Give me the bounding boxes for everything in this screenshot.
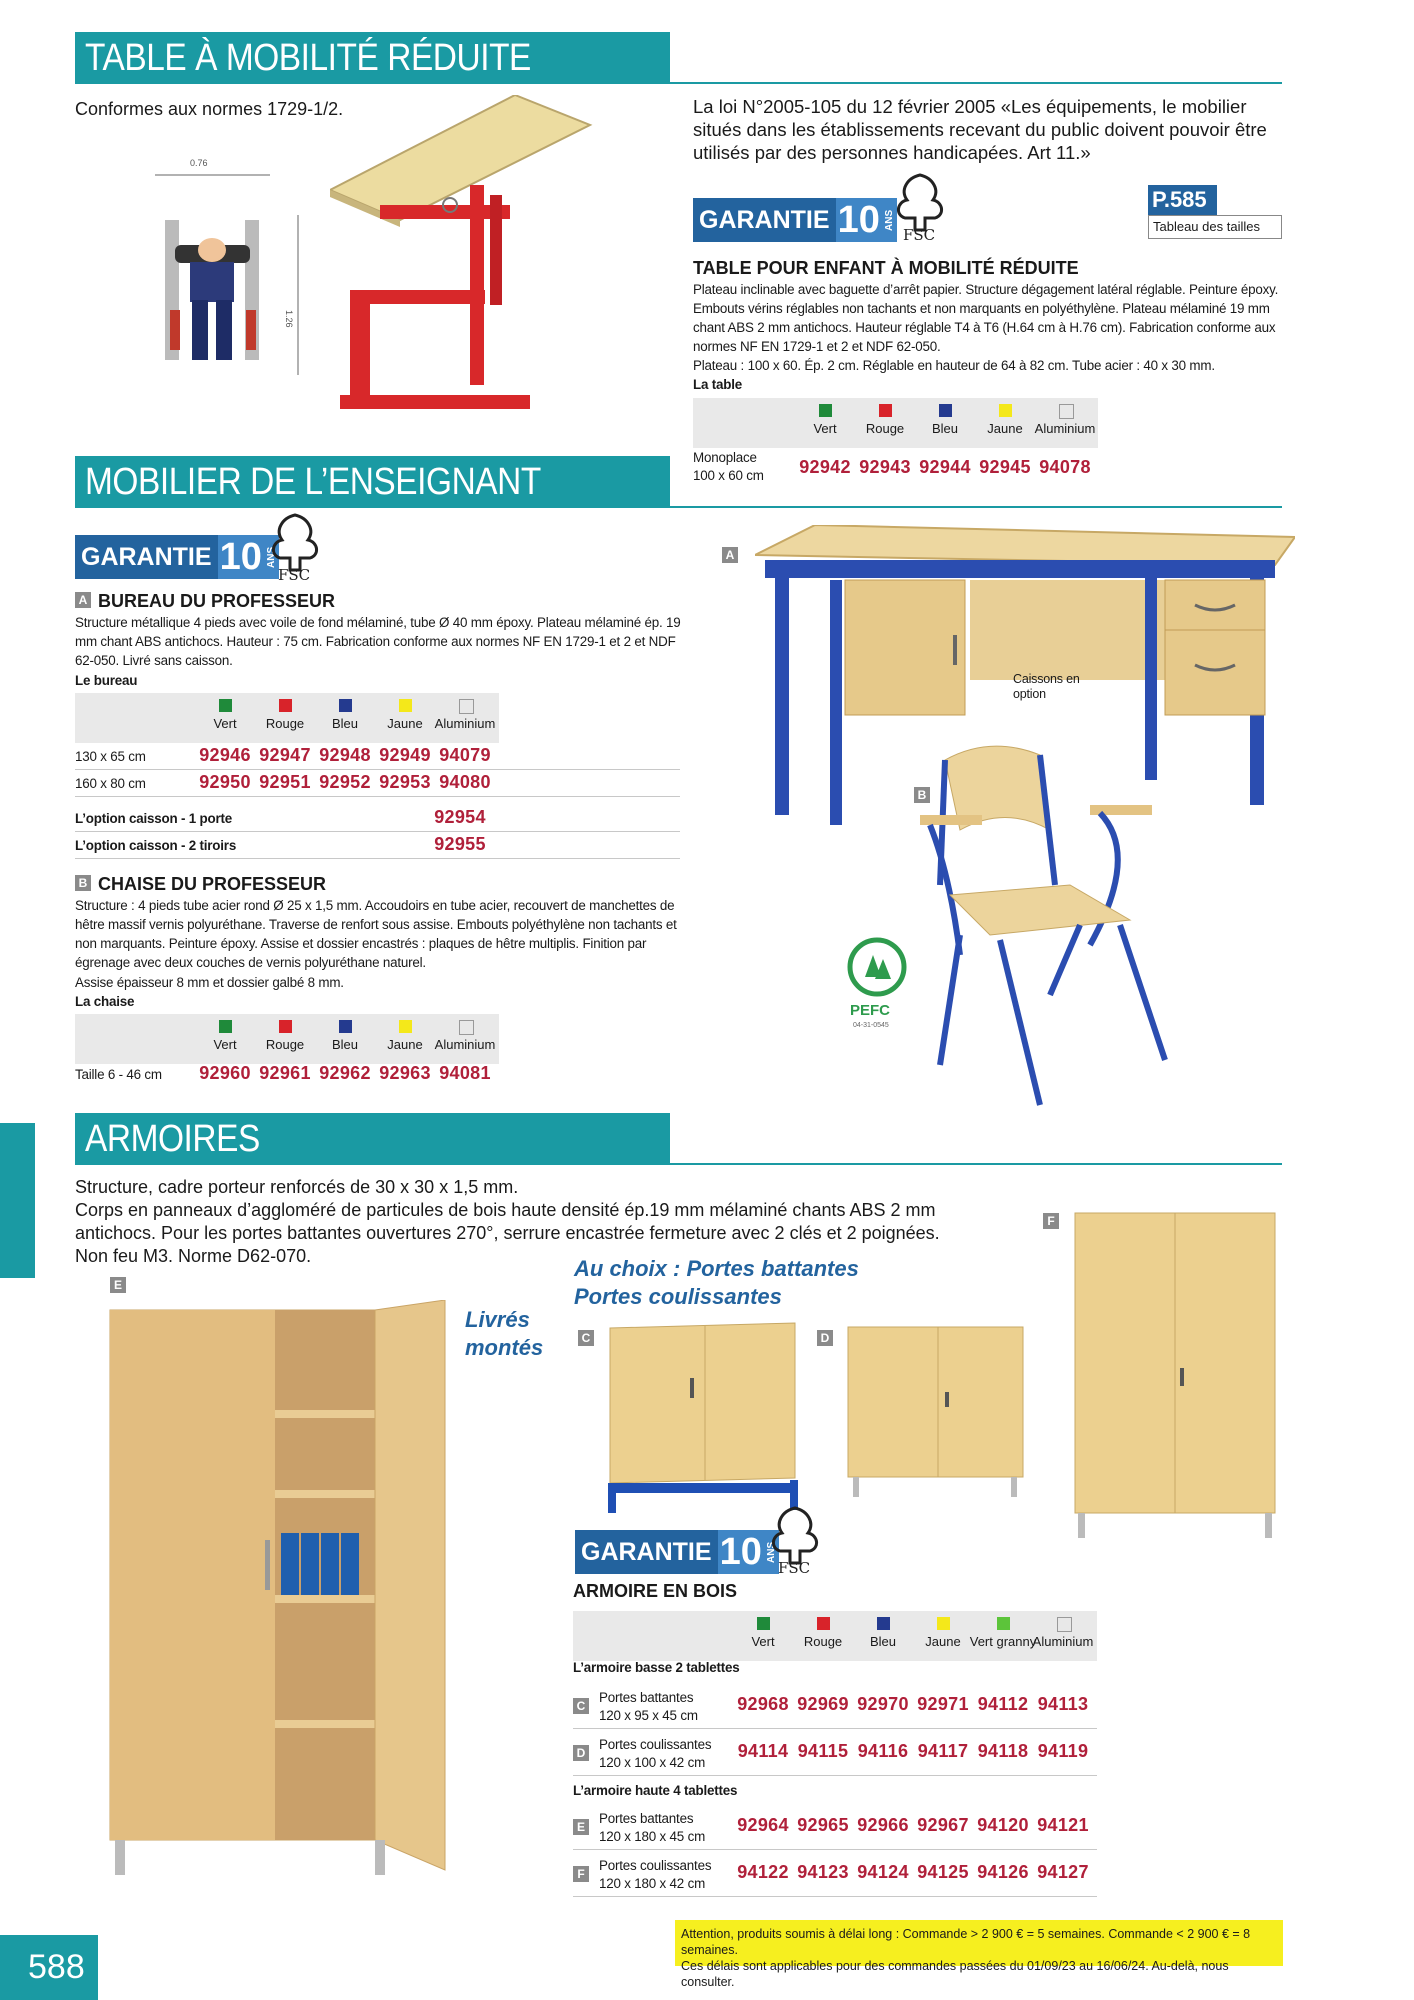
armoire-row-type: Portes coulissantes	[599, 1858, 712, 1873]
product-code: 92951	[259, 772, 311, 792]
color-label: Jaune	[387, 716, 423, 731]
product-code: 94117	[917, 1741, 969, 1761]
page-ref-label: Tableau des tailles	[1148, 215, 1282, 239]
livres-2: montés	[465, 1335, 544, 1360]
product-code: 94123	[797, 1862, 849, 1882]
armoire-row-size: 120 x 95 x 45 cm	[599, 1708, 698, 1723]
color-label: Bleu	[869, 1634, 897, 1649]
color-label: Aluminium	[434, 1037, 496, 1052]
armoire-row-size: 120 x 180 x 42 cm	[599, 1876, 706, 1891]
au-choix-1: Au choix : Portes battantes	[574, 1256, 859, 1281]
color-label: Rouge	[803, 1634, 843, 1649]
product-code: 94080	[439, 772, 491, 792]
color-swatch	[399, 699, 412, 712]
livres-1: Livrés	[465, 1307, 530, 1332]
section-title-armoires: ARMOIRES	[75, 1113, 670, 1165]
svg-text:FSC: FSC	[903, 226, 936, 240]
bureau-title: BUREAU DU PROFESSEUR	[98, 591, 336, 611]
pefc-number: 04-31-0545	[853, 1022, 889, 1029]
row-divider	[75, 831, 680, 832]
armoires-intro2: Corps en panneaux d’aggloméré de particules de bois haute densité ép.19 mm mélaminé chants ABS 2 mm antichocs. Pour les portes battantes ouvertures 270°, serrure encastrée fermeture avec 2 clés et 2 poignées.	[75, 1200, 940, 1243]
table-mobilite-image	[330, 95, 600, 425]
garantie-badge-armoire: GARANTIE 10 ANS	[575, 1530, 779, 1574]
color-swatch	[819, 404, 832, 417]
product-code: 92954	[434, 807, 486, 827]
loi-text: La loi N°2005-105 du 12 février 2005 «Les équipements, le mobilier situés dans les établissements recevant du public doivent pouvoir être utilisés par des personnes handicapées. Art 11.»	[693, 96, 1267, 163]
color-label: Jaune	[925, 1634, 961, 1649]
row-divider	[573, 1728, 1097, 1729]
product-code: 92944	[919, 457, 971, 477]
product-code: 92948	[319, 745, 371, 765]
armoire-c-image	[600, 1318, 800, 1518]
dim-height: 1.26	[284, 310, 294, 328]
color-label: Vert	[213, 1037, 237, 1052]
section-title-table: TABLE À MOBILITÉ RÉDUITE	[75, 32, 670, 84]
bureau-desc: Structure métallique 4 pieds avec voile de fond mélaminé, tube Ø 40 mm époxy. Plateau mélaminé ép. 19 mm chant ABS antichocs. Hauteur : 75 cm. Fabrication conforme aux normes NF EN 1729-1 et 2 et NDF 62-050. Livré sans caisson.	[75, 615, 681, 668]
product-code: 94115	[797, 1741, 849, 1761]
bureau-sub: Le bureau	[75, 673, 138, 688]
color-swatch	[459, 1020, 474, 1035]
color-swatch	[339, 699, 352, 712]
chaise-sub: La chaise	[75, 994, 135, 1009]
armoire-e-image	[105, 1300, 455, 1885]
fsc-logo-icon	[260, 510, 330, 580]
section-rule	[660, 82, 1282, 84]
color-swatch	[459, 699, 474, 714]
letter-b-image: B	[914, 787, 930, 803]
color-label: Bleu	[331, 1037, 359, 1052]
color-swatch	[279, 699, 292, 712]
caissons-note: Caissons en option	[1013, 672, 1080, 701]
color-label: Vert	[813, 421, 837, 436]
letter-a-image: A	[722, 547, 738, 563]
product-code: 94121	[1037, 1815, 1089, 1835]
product-code: 92946	[199, 745, 251, 765]
color-swatch	[877, 1617, 890, 1630]
row-divider	[573, 1896, 1097, 1897]
color-label: Jaune	[387, 1037, 423, 1052]
row-label-monoplace-size: 100 x 60 cm	[693, 468, 764, 483]
product-code: 92971	[917, 1694, 969, 1714]
product-code: 92968	[737, 1694, 789, 1714]
page-ref: P.585	[1148, 185, 1217, 215]
color-label: Aluminium	[1032, 1634, 1094, 1649]
armoire-basse-label: L’armoire basse 2 tablettes	[573, 1660, 740, 1675]
product-code: 92966	[857, 1815, 909, 1835]
color-swatch	[937, 1617, 950, 1630]
letter-a: A	[75, 592, 91, 608]
product-code: 92950	[199, 772, 251, 792]
row-divider	[75, 796, 680, 797]
notice-line1: Attention, produits soumis à délai long : Commande > 2 900 € = 5 semaines. Commande < 2 900 € = 8 semaines.	[681, 1927, 1251, 1957]
product-code: 92961	[259, 1063, 311, 1083]
color-label: Rouge	[265, 1037, 305, 1052]
bureau-row-label: 160 x 80 cm	[75, 776, 146, 791]
armoires-intro1: Structure, cadre porteur renforcés de 30 x 30 x 1,5 mm.	[75, 1177, 519, 1197]
product-title-table: TABLE POUR ENFANT À MOBILITÉ RÉDUITE	[693, 258, 1079, 278]
delay-notice	[675, 1920, 1283, 1989]
product-code: 94126	[977, 1862, 1029, 1882]
color-swatch	[997, 1617, 1010, 1630]
color-swatch	[1059, 404, 1074, 419]
product-code: 92964	[737, 1815, 789, 1835]
section-rule	[660, 506, 1282, 508]
sub-table: La table	[693, 377, 743, 392]
color-label: Bleu	[931, 421, 959, 436]
color-label: Aluminium	[1034, 421, 1096, 436]
color-label: Rouge	[265, 716, 305, 731]
product-code: 92969	[797, 1694, 849, 1714]
color-swatch	[279, 1020, 292, 1033]
row-divider	[75, 858, 680, 859]
color-label: Bleu	[331, 716, 359, 731]
product-code: 94118	[977, 1741, 1029, 1761]
product-code: 94124	[857, 1862, 909, 1882]
garantie-badge-bureau: GARANTIE 10 ANS	[75, 535, 279, 579]
color-swatch	[879, 404, 892, 417]
armoire-haute-label: L’armoire haute 4 tablettes	[573, 1783, 738, 1798]
color-swatch	[1057, 1617, 1072, 1632]
color-swatch	[219, 1020, 232, 1033]
bureau-option-label: L’option caisson - 2 tiroirs	[75, 838, 237, 853]
row-letter-c: C	[573, 1698, 589, 1714]
garantie-badge-table: GARANTIE 10 ANS	[693, 198, 897, 242]
wheelchair-diagram	[150, 150, 310, 385]
dim-width: 0.76	[190, 158, 208, 168]
chaise-image	[920, 735, 1170, 1120]
product-code: 92942	[799, 457, 851, 477]
armoires-intro3: Non feu M3. Norme D62-070.	[75, 1246, 312, 1266]
product-code: 94127	[1037, 1862, 1089, 1882]
row-letter-d: D	[573, 1745, 589, 1761]
notice-line2: Ces délais sont applicables pour des commandes passées du 01/09/23 au 16/06/24. Au-delà, nous consulter.	[681, 1959, 1229, 1989]
product-code: 92947	[259, 745, 311, 765]
row-letter-e: E	[573, 1819, 589, 1835]
armoire-f-image	[1070, 1208, 1280, 1538]
product-code: 94113	[1037, 1694, 1089, 1714]
row-label-monoplace: Monoplace	[693, 450, 757, 465]
product-code: 92943	[859, 457, 911, 477]
color-label: Aluminium	[434, 716, 496, 731]
color-swatch	[939, 404, 952, 417]
product-code: 92970	[857, 1694, 909, 1714]
product-code: 94116	[857, 1741, 909, 1761]
section-title-mobilier: MOBILIER DE L’ENSEIGNANT	[75, 456, 670, 508]
armoire-row-type: Portes coulissantes	[599, 1737, 712, 1752]
chaise-desc: Structure : 4 pieds tube acier rond Ø 25 x 1,5 mm. Accoudoirs en tube acier, recouvert de manchettes de hêtre massif vernis polyuréthane. Traverse de renfort sous assise. Embouts polyéthylène non tachants et non marquants. Peinture époxy. Assise et dossier encastrés : plaques de hêtre multiplis. Finition par égrenage avec deux couches de vernis polyuréthane naturel.	[75, 898, 677, 970]
armoire-d-image	[843, 1322, 1028, 1502]
product-code: 94114	[737, 1741, 789, 1761]
product-code: 92960	[199, 1063, 251, 1083]
product-code: 94078	[1039, 457, 1091, 477]
armoire-row-size: 120 x 100 x 42 cm	[599, 1755, 706, 1770]
fsc-logo-icon	[885, 170, 955, 240]
armoire-title: ARMOIRE EN BOIS	[573, 1581, 738, 1601]
color-swatch	[999, 404, 1012, 417]
color-label: Vert	[751, 1634, 775, 1649]
color-label: Jaune	[987, 421, 1023, 436]
side-tab	[0, 1123, 35, 1278]
color-swatch	[757, 1617, 770, 1630]
page-number: 588	[0, 1935, 98, 2000]
armoire-row-type: Portes battantes	[599, 1811, 694, 1826]
section-rule	[660, 1163, 1282, 1165]
chaise-title: CHAISE DU PROFESSEUR	[98, 874, 327, 894]
product-code: 94122	[737, 1862, 789, 1882]
conformes-text: Conformes aux normes 1729-1/2.	[75, 99, 344, 119]
product-code: 92962	[319, 1063, 371, 1083]
page-ref-box	[1148, 185, 1282, 243]
svg-text:FSC: FSC	[778, 1559, 811, 1573]
letter-e-image: E	[110, 1277, 126, 1293]
chaise-row-label: Taille 6 - 46 cm	[75, 1067, 162, 1082]
row-divider	[75, 769, 680, 770]
row-letter-f: F	[573, 1866, 589, 1882]
product-code: 92952	[319, 772, 371, 792]
color-label: Vert	[213, 716, 237, 731]
pefc-text: PEFC	[850, 1002, 891, 1019]
product-code: 94079	[439, 745, 491, 765]
row-divider	[573, 1775, 1097, 1776]
bureau-option-label: L’option caisson - 1 porte	[75, 811, 232, 826]
chaise-desc2: Assise épaisseur 8 mm et dossier galbé 8 mm.	[75, 975, 344, 990]
color-swatch	[219, 699, 232, 712]
color-swatch	[817, 1617, 830, 1630]
product-code: 94120	[977, 1815, 1029, 1835]
product-code: 92949	[379, 745, 431, 765]
svg-text:FSC: FSC	[278, 566, 311, 580]
letter-f-image: F	[1043, 1213, 1059, 1229]
row-divider	[573, 1849, 1097, 1850]
product-desc-table: Plateau inclinable avec baguette d’arrêt papier. Structure dégagement latéral réglable. Peinture époxy. Embouts vérins réglables non tachants et non marquants en polyéthylène. Plateau mélaminé 19 mm chant ABS 2 mm antichocs. Hauteur réglable T4 à T6 (H.64 cm à H.76 cm). Fabrication conforme aux normes NF EN 1729-1 et 2 et NDF 62-050.	[693, 282, 1279, 354]
product-desc2-table: Plateau : 100 x 60. Ép. 2 cm. Réglable en hauteur de 64 à 82 cm. Tube acier : 40 x 30 mm.	[693, 358, 1215, 373]
product-code: 92955	[434, 834, 486, 854]
pefc-logo-icon	[845, 937, 910, 1032]
letter-b: B	[75, 875, 91, 891]
product-code: 92945	[979, 457, 1031, 477]
product-code: 94112	[977, 1694, 1029, 1714]
product-code: 92967	[917, 1815, 969, 1835]
product-code: 92953	[379, 772, 431, 792]
product-code: 92965	[797, 1815, 849, 1835]
color-label: Vert granny	[969, 1634, 1037, 1649]
product-code: 92963	[379, 1063, 431, 1083]
au-choix-2: Portes coulissantes	[574, 1284, 782, 1309]
bureau-row-label: 130 x 65 cm	[75, 749, 146, 764]
color-swatch	[339, 1020, 352, 1033]
color-swatch	[399, 1020, 412, 1033]
color-label: Rouge	[865, 421, 905, 436]
letter-c-image: C	[578, 1330, 594, 1346]
product-code: 94125	[917, 1862, 969, 1882]
product-code: 94119	[1037, 1741, 1089, 1761]
armoire-row-size: 120 x 180 x 45 cm	[599, 1829, 706, 1844]
letter-d-image: D	[817, 1330, 833, 1346]
fsc-logo-icon	[760, 1503, 830, 1573]
armoire-row-type: Portes battantes	[599, 1690, 694, 1705]
product-code: 94081	[439, 1063, 491, 1083]
